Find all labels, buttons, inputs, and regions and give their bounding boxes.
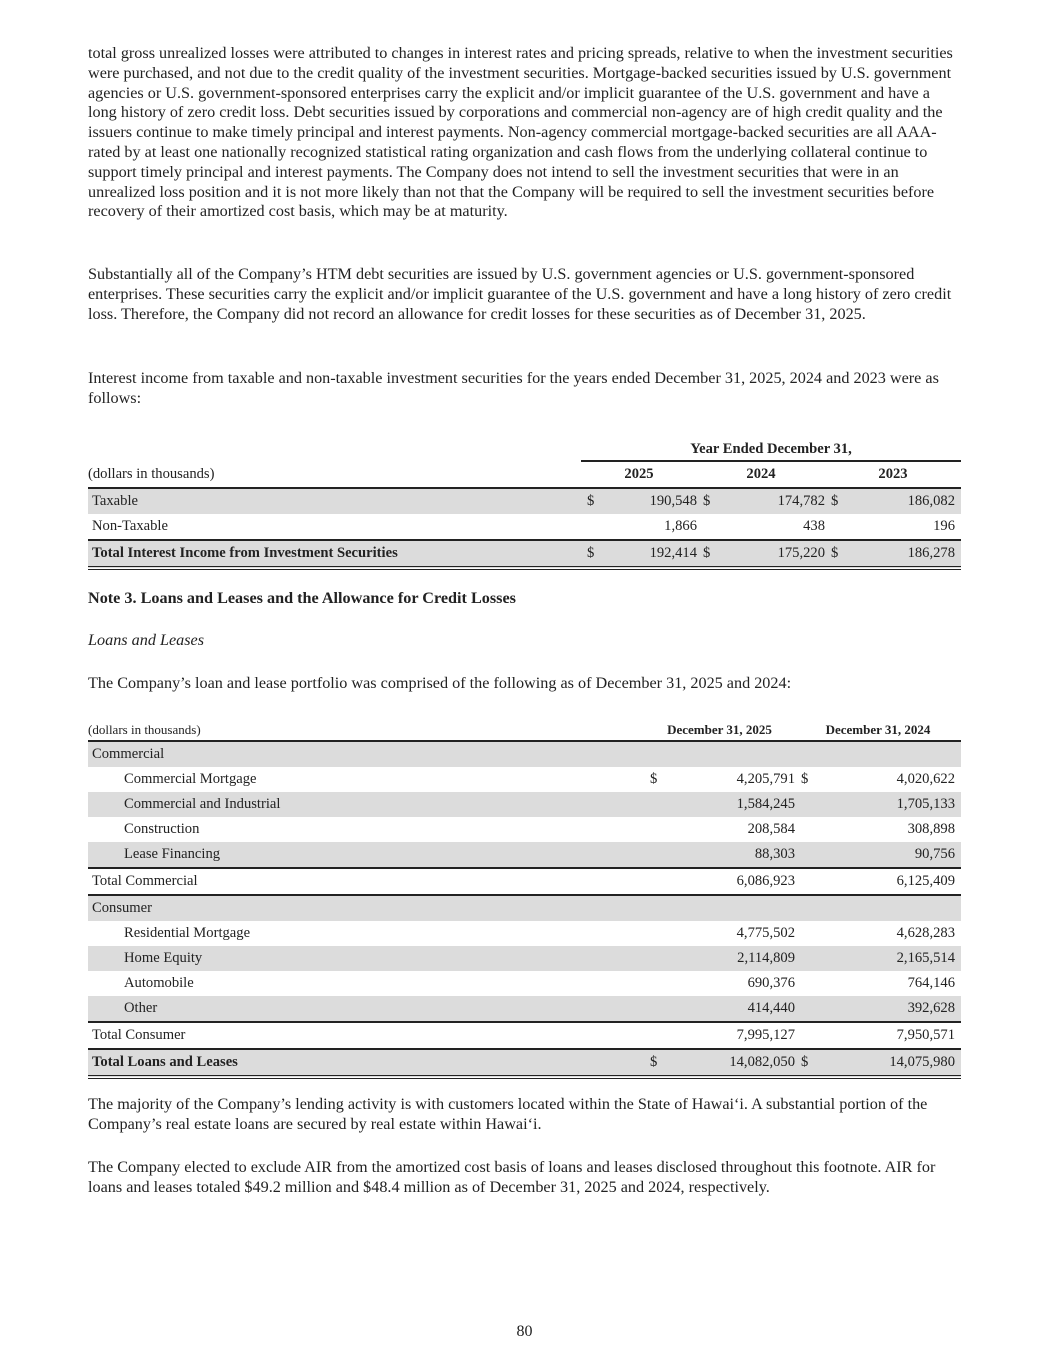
row-label: Total Loans and Leases <box>88 1049 644 1077</box>
paragraph-portfolio-intro: The Company’s loan and lease portfolio was comprised of the following as of December 31, 2025 and 2024: <box>88 674 792 692</box>
section-subheading: Loans and Leases <box>88 631 205 649</box>
table-row-consumer <box>88 895 961 921</box>
interest-income-table <box>88 438 961 570</box>
table-row-commercial-industrial <box>88 792 961 817</box>
table-row-total-consumer <box>88 1022 961 1049</box>
table-header-row <box>88 720 961 741</box>
value-2024: 7,950,571 <box>815 1022 961 1049</box>
dollar-sign: $ <box>644 1049 664 1077</box>
value-2024: 4,628,283 <box>896 925 955 941</box>
table-row-total-commercial <box>88 868 961 895</box>
row-label: Total Interest Income from Investment Securities <box>88 540 581 568</box>
value-2024: 175,220 <box>719 540 825 568</box>
paragraph-interest-income-intro: Interest income from taxable and non-taxable investment securities for the years ended December 31, 2025, 2024 and 2023 were as follows: <box>88 369 939 407</box>
page-number: 80 <box>516 1323 533 1340</box>
value-2024: 14,075,980 <box>815 1049 961 1077</box>
value-2025: 4,775,502 <box>736 925 795 941</box>
note-heading: Note 3. Loans and Leases and the Allowance for Credit Losses <box>88 589 516 607</box>
value-2024: 90,756 <box>815 842 961 868</box>
value-2025: 414,440 <box>664 996 795 1022</box>
value-2024: 174,782 <box>719 488 825 514</box>
value-2025: 208,584 <box>747 821 795 837</box>
paragraph-hawaii-lending: The majority of the Company’s lending activity is with customers located within the State of Hawai‘i. A substantial portion of the Company’s real estate loans are secured by real estate within Hawai‘i. <box>88 1095 928 1133</box>
value-2024: 2,165,514 <box>815 946 961 971</box>
table-row-commercial-mortgage <box>88 767 961 792</box>
value-2025: 190,548 <box>601 488 697 514</box>
dollar-sign: $ <box>697 540 719 568</box>
dollar-sign: $ <box>581 540 601 568</box>
table-group-header-row <box>88 438 961 461</box>
dollar-sign: $ <box>697 488 719 514</box>
table-row-taxable <box>88 488 961 514</box>
dollar-sign: $ <box>825 540 847 568</box>
row-label: Taxable <box>88 488 581 514</box>
table-row-total-loans-leases <box>88 1049 961 1077</box>
value-2025: 4,205,791 <box>736 771 795 787</box>
row-label: Residential Mortgage <box>124 925 251 941</box>
year-ended-header: Year Ended December 31, <box>581 438 961 461</box>
dollar-sign: $ <box>801 771 809 787</box>
value-2024: 4,020,622 <box>896 771 955 787</box>
row-label: Consumer <box>88 895 644 921</box>
value-2023: 196 <box>933 518 955 534</box>
row-label: Total Consumer <box>88 1022 644 1049</box>
column-header-2025: December 31, 2025 <box>667 722 772 737</box>
value-2023: 186,082 <box>847 488 961 514</box>
paragraph-htm-securities: Substantially all of the Company’s HTM debt securities are issued by U.S. government agencies or U.S. government-sponsored enterprises. These securities carry the explicit and/or implicit guarantee of the U.S. government and have a long history of zero credit loss. Therefore, the Company did not record an allowance for credit losses for these securities as of December 31, 2025. <box>88 265 952 323</box>
table-row-automobile <box>88 971 961 996</box>
value-2024: 6,125,409 <box>815 868 961 895</box>
value-2025: 1,866 <box>664 518 697 534</box>
units-label: (dollars in thousands) <box>88 465 215 482</box>
row-label: Other <box>88 996 644 1022</box>
loans-leases-table <box>88 720 961 1079</box>
row-label: Commercial Mortgage <box>124 771 257 787</box>
value-2025: 88,303 <box>664 842 795 868</box>
value-2025: 7,995,127 <box>664 1022 795 1049</box>
dollar-sign: $ <box>650 771 658 787</box>
value-2025: 14,082,050 <box>664 1049 795 1077</box>
row-label: Automobile <box>124 975 194 991</box>
value-2025: 6,086,923 <box>664 868 795 895</box>
row-label: Commercial and Industrial <box>88 792 644 817</box>
table-row-other <box>88 996 961 1022</box>
value-2025: 192,414 <box>601 540 697 568</box>
table-header-row <box>88 461 961 488</box>
row-label: Commercial <box>88 741 644 767</box>
table-row-residential-mortgage <box>88 921 961 946</box>
row-label: Home Equity <box>88 946 644 971</box>
row-label: Lease Financing <box>88 842 644 868</box>
table-row-commercial <box>88 741 961 767</box>
units-label: (dollars in thousands) <box>88 722 201 737</box>
dollar-sign: $ <box>581 488 601 514</box>
table-row-home-equity <box>88 946 961 971</box>
table-row-non-taxable <box>88 514 961 540</box>
value-2024: 1,705,133 <box>815 792 961 817</box>
table-row-total-interest <box>88 540 961 568</box>
value-2023: 186,278 <box>847 540 961 568</box>
value-2024: 308,898 <box>907 821 955 837</box>
paragraph-unrealized-losses: total gross unrealized losses were attributed to changes in interest rates and pricing spreads, relative to when the investment securities were purchased, and not due to the credit quality of the investment securities. Mortgage-backed securities issued by U.S. government agencies or U.S. government-sponsored enterprises carry the explicit and/or implicit guarantee of the U.S. government and have a long history of zero credit loss. Debt securities issued by corporations and commercial non-agency are of high credit quality and the issuers continue to make timely principal and interest payments. Non-agency commercial mortgage-backed securities are all AAA-rated by at least one nationally recognized statistical rating organization and cash flows from the underlying collateral continue to support timely principal and interest payments. The Company does not intend to sell the investment securities that were in an unrealized loss position and it is not more likely than not that the Company will be required to sell the investment securities before recovery of their amortized cost basis, which may be at maturity. <box>88 44 953 221</box>
value-2024: 392,628 <box>815 996 961 1022</box>
value-2024: 764,146 <box>907 975 955 991</box>
dollar-sign: $ <box>795 1049 815 1077</box>
row-label: Total Commercial <box>88 868 644 895</box>
paragraph-air-exclusion: The Company elected to exclude AIR from the amortized cost basis of loans and leases disclosed throughout this footnote. AIR for loans and leases totaled $49.2 million and $48.4 million as of December 31, 2025 and 2024, respectively. <box>88 1158 936 1196</box>
dollar-sign: $ <box>825 488 847 514</box>
row-label: Non-Taxable <box>92 518 168 534</box>
table-row-lease-financing <box>88 842 961 868</box>
column-header-2025: 2025 <box>624 466 654 482</box>
row-label: Construction <box>124 821 200 837</box>
table-row-construction <box>88 817 961 842</box>
column-header-2024: 2024 <box>746 466 776 482</box>
column-header-2023: 2023 <box>878 466 908 482</box>
value-2025: 2,114,809 <box>664 946 795 971</box>
column-header-2024: December 31, 2024 <box>825 722 931 737</box>
value-2025: 1,584,245 <box>664 792 795 817</box>
value-2025: 690,376 <box>747 975 795 991</box>
value-2024: 438 <box>803 518 825 534</box>
